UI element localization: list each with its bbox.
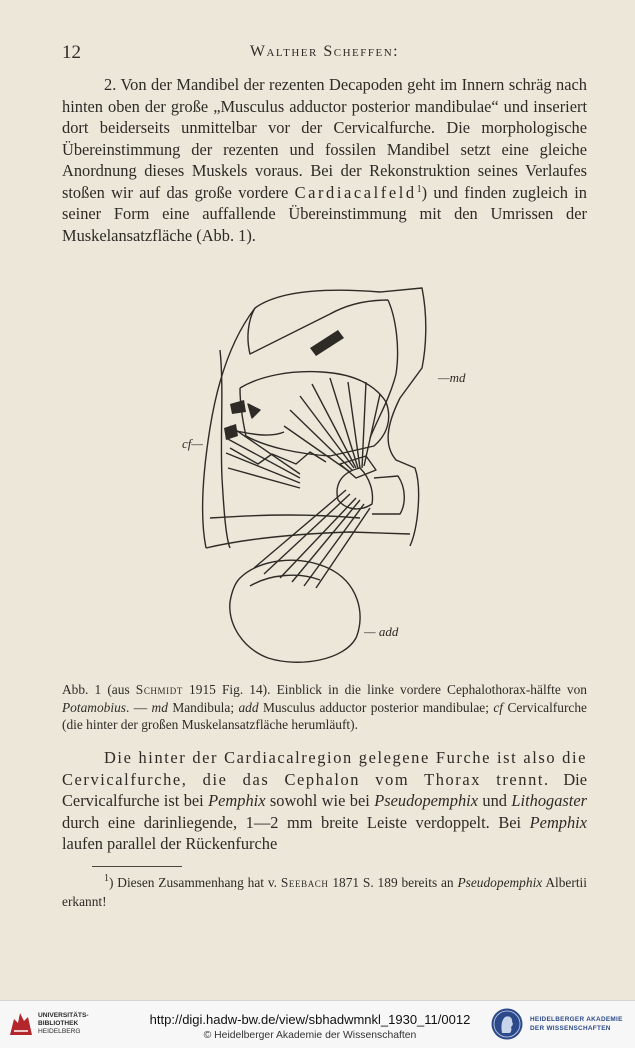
footnote: $^1$) Diesen Zusammenhang hat v. Seebach 1871 S. 189 bereits an Pseudopemphix Albertii erkannt! xyxy=(62,873,587,909)
paragraph-text: 2. Von der Mandibel der rezenten Decapoden geht im Innern schräg nach hinten oben der große „Musculus adductor posterior mandibulae“ und inseriert dort beiderseits unmittelbar vor der Cervicalfurche. Die morphologische Übereinstimmung der rezenten und fossilen Mandibel setzt eine gleiche Anordnung dieses Muskels voraus. Bei der Rekonstruktion seines Verlaufes stoßen wir auf das große vordere xyxy=(62,75,587,202)
running-head: Walther Scheffen: xyxy=(249,43,400,60)
permalink-url[interactable]: http://digi.hadw-bw.de/view/sbhadwmnkl_1930_11/0012 xyxy=(149,1012,471,1027)
paragraph-mandible xyxy=(62,74,587,246)
copyright-notice: © Heidelberger Akademie der Wissenschaften xyxy=(203,1030,417,1041)
crayfish-cephalothorax-drawing xyxy=(160,278,480,673)
page-number: 12 xyxy=(62,42,81,63)
term-cardiacalfeld: Cardiacalfeld xyxy=(294,182,417,202)
footnote-mark: 1 xyxy=(104,873,109,884)
footnote-divider xyxy=(92,866,182,867)
spaced-sentence: Die hinter der Cardiacalregion gelegene Furche ist also die Cervicalfurche, die das Cephalon vom Thorax trennt. xyxy=(62,748,587,789)
academy-name: HEIDELBERGER AKADEMIE DER WISSENSCHAFTEN xyxy=(530,1016,623,1032)
figure-label-add: — add xyxy=(364,624,399,639)
caption-author: Schmidt xyxy=(135,682,183,697)
page-header xyxy=(62,42,587,64)
library-name: UNIVERSITÄTS- BIBLIOTHEK HEIDELBERG xyxy=(38,1012,89,1035)
footnote-ref[interactable]: 1 xyxy=(416,183,422,195)
academy-medallion-logo-icon[interactable] xyxy=(490,1007,524,1041)
viewer-footer xyxy=(0,1000,635,1048)
heidelberg-lion-logo-icon[interactable] xyxy=(6,1009,36,1039)
paragraph-cervical-furrow: Die hinter der Cardiacalregion gelegene Furche ist also die Cervicalfurche, die das Cephalon vom Thorax trennt. Die Cervicalfurche ist bei Pemphix sowohl wie bei Pseudopemphix und Lithogaster durch eine darinliegende, 1—2 mm breite Leiste verdoppelt. Bei Pemphix laufen parallel der Rückenfurche xyxy=(62,748,587,853)
figure-label-md: —md xyxy=(438,370,466,385)
caption-genus: Potamobius xyxy=(62,699,126,715)
figure-caption: Abb. 1 (aus Schmidt 1915 Fig. 14). Einblick in die linke vordere Cephalothorax-hälfte von Potamobius. — md Mandibula; add Musculus adductor posterior mandibulae; cf Cervicalfurche (die hinter der großen Muskelansatzfläche herumläuft). xyxy=(62,682,587,732)
figure-label-cf: cf— xyxy=(182,436,203,451)
paragraph-text: ) und finden zugleich in seiner Form eine auffallende Übereinstimmung mit den Umrissen der Muskelansatzfläche (Abb. 1). xyxy=(62,182,587,245)
figure-mandible-muscle xyxy=(160,278,480,673)
